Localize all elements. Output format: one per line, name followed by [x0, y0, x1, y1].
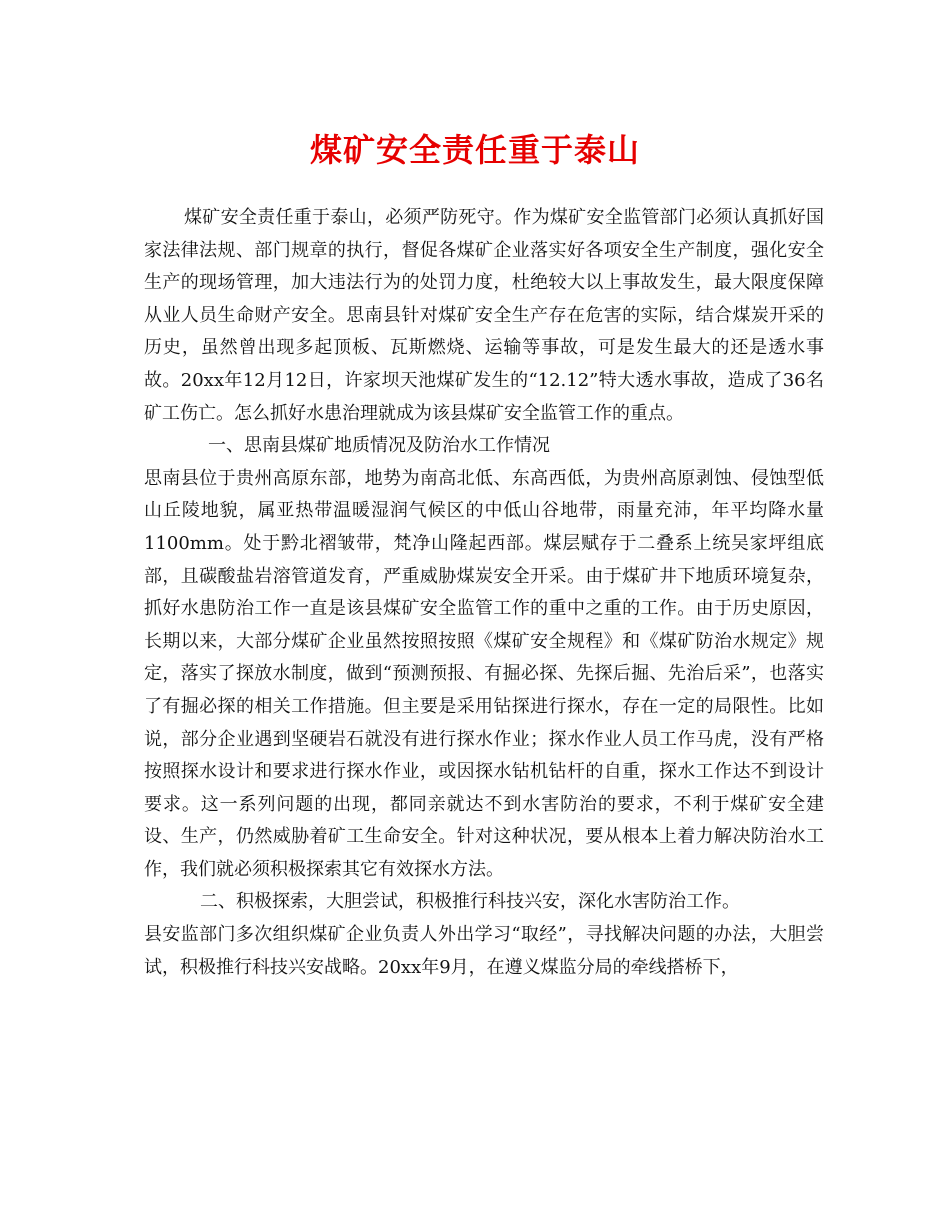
document-title: 煤矿安全责任重于泰山: [309, 131, 640, 169]
intro-paragraph: 煤矿安全责任重于泰山，必须严防死守。作为煤矿安全监管部门必须认真抓好国家法律法规、部门规章的执行，督促各煤矿企业落实好各项安全生产制度，强化安全生产的现场管理，加大违法行为的处罚力度，杜绝较大以上事故发生，最大限度保障从业人员生命财产安全。思南县针对煤矿安全生产存在危害的实际，结合煤炭开采的历史，虽然曾出现多起顶板、瓦斯燃烧、运输等事故，可是发生最大的还是透水事故。20xx年12月12日，许家坝天池煤矿发生的“12.12”特大透水事故，造成了36名矿工伤亡。怎么抓好水患治理就成为该县煤矿安全监管工作的重点。: [144, 207, 824, 424]
section-heading-1: 一、思南县煤矿地质情况及防治水工作情况: [208, 435, 550, 457]
document-body: [144, 202, 824, 984]
section-heading-2: 二、积极探索，大胆尝试，积极推行科技兴安，深化水害防治工作。: [200, 891, 740, 913]
section-2-paragraph: 县安监部门多次组织煤矿企业负责人外出学习“取经”，寻找解决问题的办法，大胆尝试，积极推行科技兴安战略。20xx年9月，在遵义煤监分局的牵线搭桥下，: [144, 924, 824, 978]
section-1-paragraph: 思南县位于贵州高原东部，地势为南高北低、东高西低，为贵州高原剥蚀、侵蚀型低山丘陵地貌，属亚热带温暖湿润气候区的中低山谷地带，雨量充沛，年平均降水量1100mm。处于黔北褶皱带，梵净山隆起西部。煤层赋存于二叠系上统吴家坪组底部，且碳酸盐岩溶管道发育，严重威胁煤炭安全开采。由于煤矿井下地质环境复杂，抓好水患防治工作一直是该县煤矿安全监管工作的重中之重的工作。由于历史原因，长期以来，大部分煤矿企业虽然按照按照《煤矿安全规程》和《煤矿防治水规定》规定，落实了探放水制度，做到“预测预报、有掘必探、先探后掘、先治后采”，也落实了有掘必探的相关工作措施。但主要是采用钻探进行探水，存在一定的局限性。比如说，部分企业遇到坚硬岩石就没有进行探水作业；探水作业人员工作马虎，没有严格按照探水设计和要求进行探水作业，或因探水钻机钻杆的自重，探水工作达不到设计要求。这一系列问题的出现，都同亲就达不到水害防治的要求，不利于煤矿安全建设、生产，仍然威胁着矿工生命安全。针对这种状况，要从根本上着力解决防治水工作，我们就必须积极探索其它有效探水方法。: [144, 467, 824, 880]
